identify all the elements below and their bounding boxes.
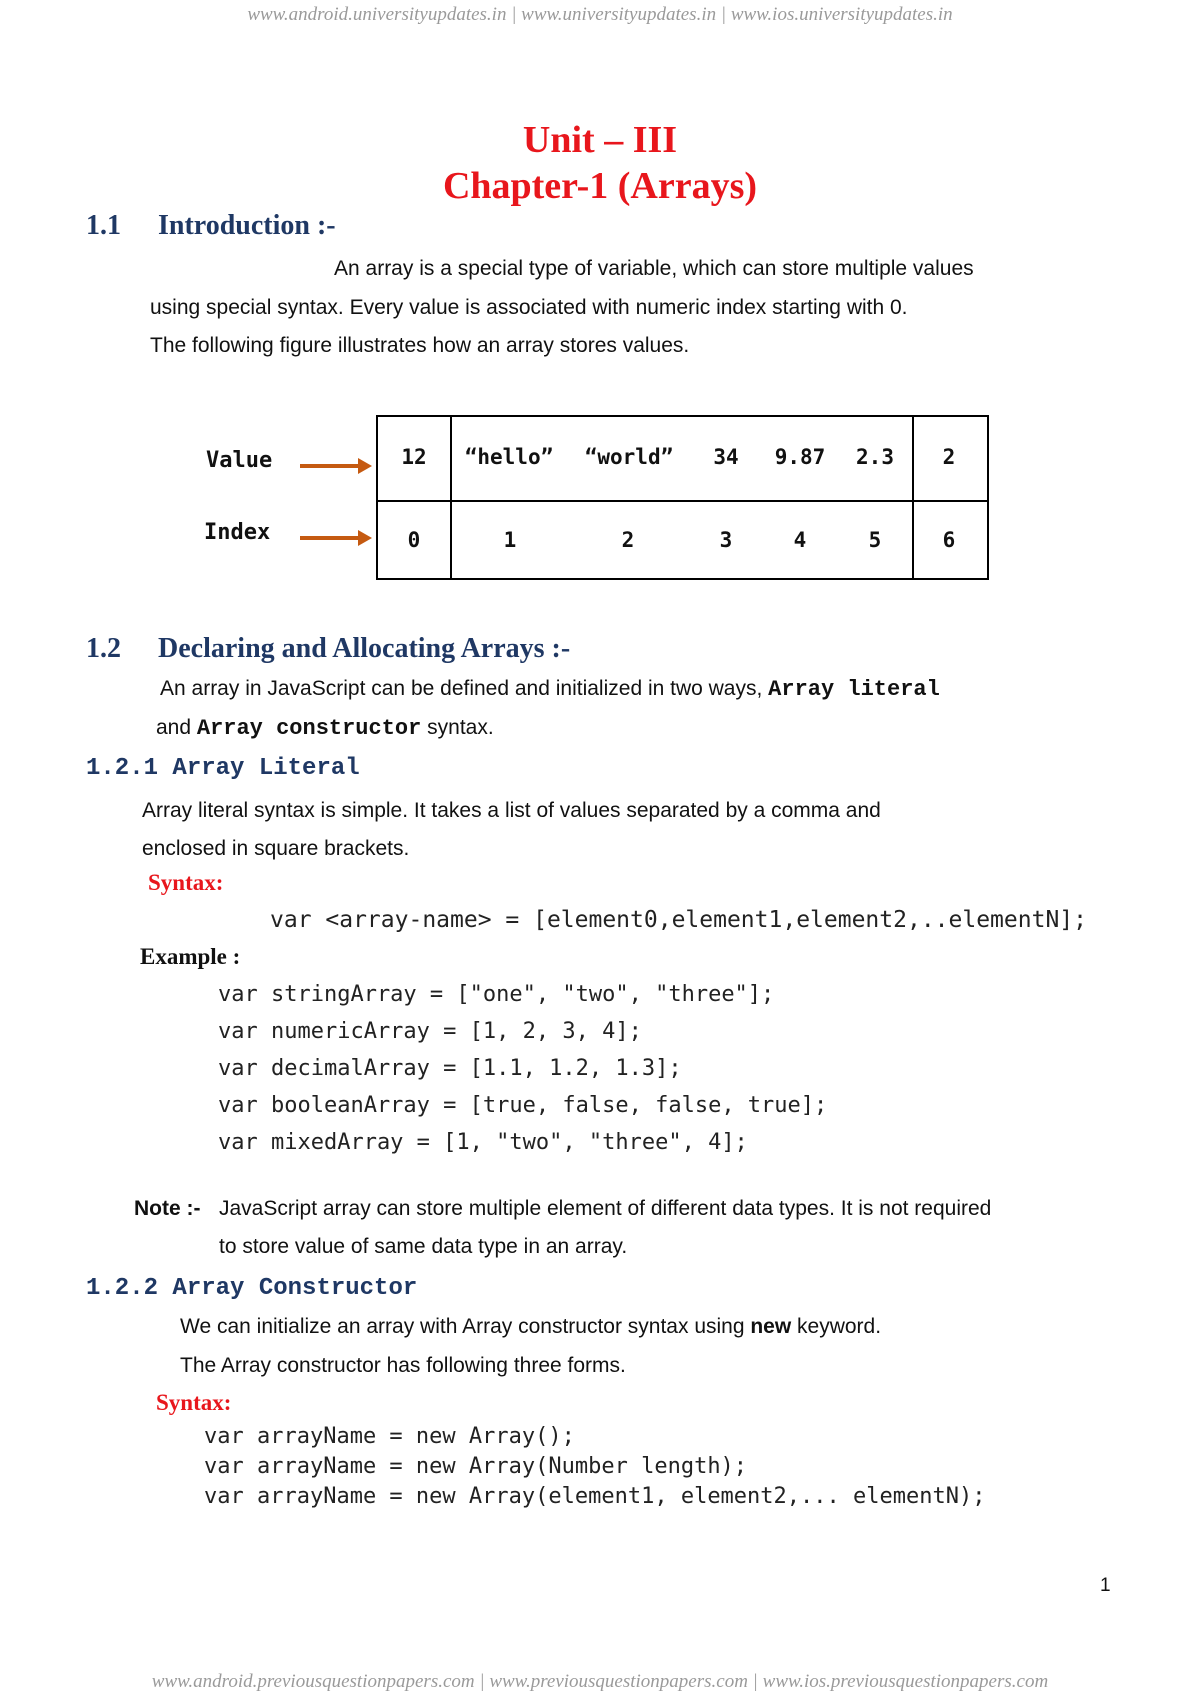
section-number: 1.1 bbox=[86, 210, 121, 241]
index-cell: 6 bbox=[942, 528, 956, 552]
value-cell: 12 bbox=[401, 445, 427, 469]
syntax-label: Syntax: bbox=[156, 1390, 232, 1415]
index-cell: 5 bbox=[868, 528, 882, 552]
example-code-line: var mixedArray = [1, "two", "three", 4]; bbox=[218, 1130, 748, 1155]
subsection-heading-array-constructor: 1.2.2 Array Constructor bbox=[86, 1275, 418, 1302]
array-constructor-term: Array constructor bbox=[196, 716, 422, 741]
value-cell: 34 bbox=[713, 445, 739, 469]
array-literal-term: Array literal bbox=[768, 677, 940, 702]
example-code-line: var numericArray = [1, 2, 3, 4]; bbox=[218, 1019, 642, 1044]
example-label: Example : bbox=[140, 944, 241, 969]
syntax-label: Syntax: bbox=[148, 870, 224, 895]
constructor-line-2: The Array constructor has following three forms. bbox=[180, 1354, 626, 1377]
declaring-line-1: An array in JavaScript can be defined and initialized in two ways, Array literal bbox=[160, 677, 940, 702]
section-heading-introduction bbox=[86, 210, 336, 242]
note-line-1: JavaScript array can store multiple element of different data types. It is not required bbox=[219, 1197, 992, 1220]
index-cell: 0 bbox=[407, 528, 421, 552]
intro-line-1: An array is a special type of variable, which can store multiple values bbox=[334, 257, 974, 280]
page-number: 1 bbox=[1100, 1575, 1111, 1596]
value-cell: 9.87 bbox=[774, 445, 826, 469]
literal-line-1: Array literal syntax is simple. It takes a list of values separated by a comma and bbox=[142, 799, 881, 822]
value-cell: “hello” bbox=[464, 445, 554, 469]
new-keyword: new bbox=[750, 1315, 792, 1338]
literal-line-2: enclosed in square brackets. bbox=[142, 837, 410, 860]
section-title: Declaring and Allocating Arrays :- bbox=[158, 633, 571, 664]
section-number: 1.2 bbox=[86, 633, 121, 664]
subsection-heading-array-literal: 1.2.1 Array Literal bbox=[86, 755, 360, 782]
intro-line-3: The following figure illustrates how an array stores values. bbox=[150, 334, 690, 357]
index-arrow-icon bbox=[296, 524, 376, 552]
index-cell: 4 bbox=[793, 528, 807, 552]
declaring-line-2: and Array constructor syntax. bbox=[156, 716, 494, 741]
top-watermark: www.android.universityupdates.in | www.universityupdates.in | www.ios.universityupdates.in bbox=[247, 4, 953, 25]
index-cell: 2 bbox=[621, 528, 635, 552]
value-label: Value bbox=[206, 448, 273, 473]
constructor-syntax-line: var arrayName = new Array(Number length); bbox=[204, 1454, 748, 1479]
array-figure-table bbox=[376, 415, 990, 581]
index-label: Index bbox=[204, 520, 271, 545]
value-cell: 2.3 bbox=[856, 445, 894, 469]
chapter-title: Chapter-1 (Arrays) bbox=[442, 165, 758, 207]
constructor-syntax-line: var arrayName = new Array(element1, element2,... elementN); bbox=[204, 1484, 986, 1509]
intro-line-2: using special syntax. Every value is associated with numeric index starting with 0. bbox=[150, 296, 908, 319]
bottom-watermark: www.android.previousquestionpapers.com | www.previousquestionpapers.com | www.ios.previousquestionpapers.com bbox=[151, 1671, 1049, 1692]
example-code-line: var booleanArray = [true, false, false, true]; bbox=[218, 1093, 828, 1118]
value-arrow-icon bbox=[296, 452, 376, 480]
note-label: Note :- bbox=[134, 1197, 201, 1220]
value-cell: 2 bbox=[942, 445, 956, 469]
constructor-syntax-line: var arrayName = new Array(); bbox=[204, 1424, 575, 1449]
example-code-line: var stringArray = ["one", "two", "three"]; bbox=[218, 982, 775, 1007]
unit-title: Unit – III bbox=[522, 119, 678, 161]
index-cell: 1 bbox=[503, 528, 517, 552]
literal-syntax-code: var <array-name> = [element0,element1,element2,..elementN]; bbox=[270, 907, 1087, 933]
index-cell: 3 bbox=[719, 528, 733, 552]
section-heading-declaring bbox=[86, 633, 570, 665]
section-title: Introduction :- bbox=[158, 210, 336, 241]
note-line-2: to store value of same data type in an array. bbox=[219, 1235, 628, 1258]
example-code-line: var decimalArray = [1.1, 1.2, 1.3]; bbox=[218, 1056, 682, 1081]
constructor-line-1: We can initialize an array with Array constructor syntax using new keyword. bbox=[180, 1315, 882, 1338]
value-cell: “world” bbox=[584, 445, 674, 469]
